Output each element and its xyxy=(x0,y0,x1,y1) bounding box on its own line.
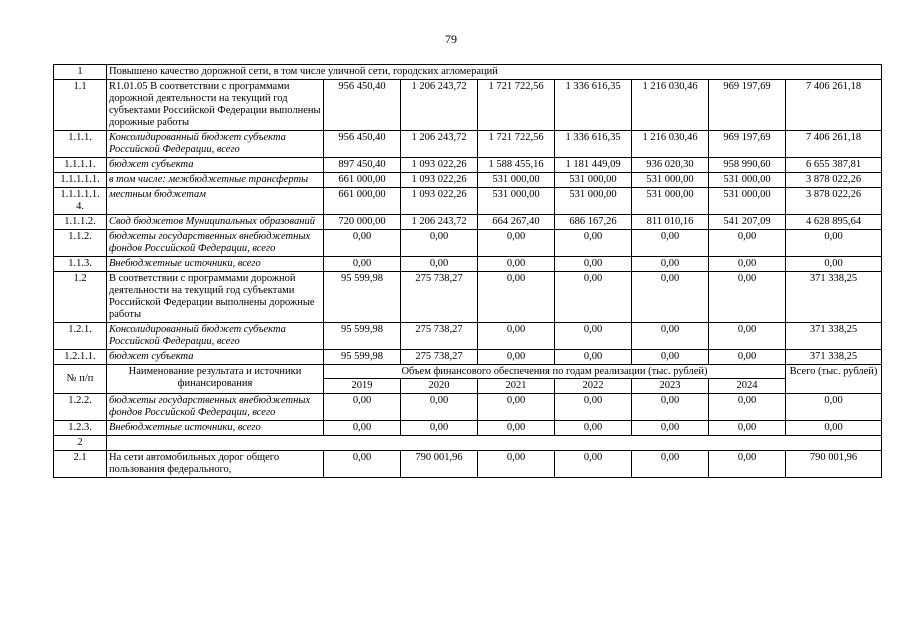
row-year-value: 0,00 xyxy=(632,421,709,436)
table-row xyxy=(54,173,882,188)
row-name: Консолидированный бюджет субъекта Российской Федерации, всего xyxy=(107,131,324,158)
row-year-value: 1 721 722,56 xyxy=(478,80,555,131)
row-number: 2.1 xyxy=(54,451,107,478)
row-total-value: 371 338,25 xyxy=(786,272,882,323)
row-year-value: 0,00 xyxy=(478,272,555,323)
row-year-value: 686 167,26 xyxy=(555,215,632,230)
row-year-value: 0,00 xyxy=(709,394,786,421)
row-year-value: 0,00 xyxy=(632,323,709,350)
section-title: Повышено качество дорожной сети, в том числе уличной сети, городских агломераций xyxy=(107,65,882,80)
table-row xyxy=(54,323,882,350)
section-row xyxy=(54,65,882,80)
row-total-value: 0,00 xyxy=(786,257,882,272)
row-year-value: 531 000,00 xyxy=(555,173,632,188)
row-total-value: 7 406 261,18 xyxy=(786,131,882,158)
row-year-value: 0,00 xyxy=(709,323,786,350)
row-year-value: 0,00 xyxy=(632,394,709,421)
table-row xyxy=(54,394,882,421)
page-number: 79 xyxy=(445,32,457,46)
table-row xyxy=(54,158,882,173)
row-year-value: 0,00 xyxy=(632,230,709,257)
row-number: 1.2.3. xyxy=(54,421,107,436)
row-year-value: 811 010,16 xyxy=(632,215,709,230)
row-year-value: 661 000,00 xyxy=(324,173,401,188)
row-number: 1.2 xyxy=(54,272,107,323)
header-volume: Объем финансового обеспечения по годам реализации (тыс. рублей) xyxy=(324,365,786,379)
row-name: в том числе: межбюджетные трансферты xyxy=(107,173,324,188)
row-year-value: 0,00 xyxy=(324,230,401,257)
row-name: бюджет субъекта xyxy=(107,158,324,173)
row-year-value: 0,00 xyxy=(324,394,401,421)
row-year-value: 956 450,40 xyxy=(324,131,401,158)
row-year-value: 936 020,30 xyxy=(632,158,709,173)
header-year: 2021 xyxy=(478,379,555,394)
row-number: 1.2.1. xyxy=(54,323,107,350)
header-year: 2022 xyxy=(555,379,632,394)
row-year-value: 0,00 xyxy=(632,451,709,478)
row-year-value: 0,00 xyxy=(555,451,632,478)
row-year-value: 0,00 xyxy=(709,272,786,323)
row-year-value: 1 093 022,26 xyxy=(401,188,478,215)
row-year-value: 531 000,00 xyxy=(555,188,632,215)
row-year-value: 0,00 xyxy=(324,257,401,272)
row-year-value: 275 738,27 xyxy=(401,323,478,350)
row-number: 1.1.1.1.1. 4. xyxy=(54,188,107,215)
row-name: В соответствии с программами дорожной деятельности на текущий год субъектами Российской Федерации выполнены дорожные работы xyxy=(107,272,324,323)
row-total-value: 0,00 xyxy=(786,421,882,436)
row-year-value: 0,00 xyxy=(632,257,709,272)
row-year-value: 720 000,00 xyxy=(324,215,401,230)
row-year-value: 0,00 xyxy=(709,421,786,436)
row-total-value: 371 338,25 xyxy=(786,323,882,350)
row-year-value: 956 450,40 xyxy=(324,80,401,131)
row-total-value: 0,00 xyxy=(786,394,882,421)
row-year-value: 0,00 xyxy=(709,257,786,272)
row-year-value: 0,00 xyxy=(478,421,555,436)
table-row xyxy=(54,188,882,215)
row-number: 1.1.1.1. xyxy=(54,158,107,173)
row-year-value: 531 000,00 xyxy=(632,188,709,215)
row-number: 1.1 xyxy=(54,80,107,131)
header-year: 2019 xyxy=(324,379,401,394)
row-total-value: 3 878 022,26 xyxy=(786,173,882,188)
row-year-value: 531 000,00 xyxy=(632,173,709,188)
row-year-value: 0,00 xyxy=(478,230,555,257)
row-name: R1.01.05 В соответствии с программами дорожной деятельности на текущий год субъектами Российской Федерации выполнены дорожные работы xyxy=(107,80,324,131)
row-year-value: 958 990,60 xyxy=(709,158,786,173)
section-title xyxy=(107,436,882,451)
row-year-value: 0,00 xyxy=(555,323,632,350)
financing-table xyxy=(53,64,882,478)
row-year-value: 0,00 xyxy=(709,350,786,365)
row-year-value: 0,00 xyxy=(401,421,478,436)
section-row xyxy=(54,436,882,451)
row-year-value: 1 216 030,46 xyxy=(632,131,709,158)
row-name: бюджеты государственных внебюджетных фондов Российской Федерации, всего xyxy=(107,394,324,421)
row-year-value: 0,00 xyxy=(324,421,401,436)
row-total-value: 371 338,25 xyxy=(786,350,882,365)
row-year-value: 1 181 449,09 xyxy=(555,158,632,173)
table-row xyxy=(54,272,882,323)
row-year-value: 1 093 022,26 xyxy=(401,158,478,173)
row-number: 1.1.1. xyxy=(54,131,107,158)
table-row xyxy=(54,131,882,158)
row-number: 1.1.2. xyxy=(54,230,107,257)
row-year-value: 1 206 243,72 xyxy=(401,131,478,158)
row-year-value: 0,00 xyxy=(632,272,709,323)
row-total-value: 7 406 261,18 xyxy=(786,80,882,131)
row-year-value: 531 000,00 xyxy=(478,188,555,215)
row-year-value: 0,00 xyxy=(324,451,401,478)
table-row xyxy=(54,230,882,257)
row-year-value: 0,00 xyxy=(555,394,632,421)
row-total-value: 6 655 387,81 xyxy=(786,158,882,173)
row-year-value: 0,00 xyxy=(478,451,555,478)
row-name: Свод бюджетов Муниципальных образований xyxy=(107,215,324,230)
table-row xyxy=(54,80,882,131)
row-year-value: 1 721 722,56 xyxy=(478,131,555,158)
row-year-value: 0,00 xyxy=(478,350,555,365)
row-year-value: 0,00 xyxy=(555,230,632,257)
row-name: На сети автомобильных дорог общего пользования федерального, xyxy=(107,451,324,478)
row-year-value: 0,00 xyxy=(401,257,478,272)
row-year-value: 0,00 xyxy=(401,394,478,421)
row-name: Внебюджетные источники, всего xyxy=(107,421,324,436)
row-year-value: 275 738,27 xyxy=(401,350,478,365)
row-name: Консолидированный бюджет субъекта Российской Федерации, всего xyxy=(107,323,324,350)
row-year-value: 0,00 xyxy=(555,257,632,272)
row-year-value: 0,00 xyxy=(555,421,632,436)
row-number: 1.1.3. xyxy=(54,257,107,272)
header-year: 2020 xyxy=(401,379,478,394)
row-year-value: 0,00 xyxy=(555,350,632,365)
row-year-value: 275 738,27 xyxy=(401,272,478,323)
row-year-value: 1 336 616,35 xyxy=(555,80,632,131)
header-total: Всего (тыс. рублей) xyxy=(786,365,882,394)
row-year-value: 1 216 030,46 xyxy=(632,80,709,131)
header-year: 2023 xyxy=(632,379,709,394)
row-year-value: 0,00 xyxy=(709,451,786,478)
row-year-value: 969 197,69 xyxy=(709,131,786,158)
row-name: бюджеты государственных внебюджетных фондов Российской Федерации, всего xyxy=(107,230,324,257)
row-year-value: 0,00 xyxy=(478,394,555,421)
row-name: бюджет субъекта xyxy=(107,350,324,365)
table-row xyxy=(54,257,882,272)
row-year-value: 0,00 xyxy=(632,350,709,365)
row-year-value: 531 000,00 xyxy=(709,173,786,188)
table-row xyxy=(54,350,882,365)
row-number: 1.1.1.2. xyxy=(54,215,107,230)
row-year-value: 1 588 455,16 xyxy=(478,158,555,173)
row-name: Внебюджетные источники, всего xyxy=(107,257,324,272)
table-header-row xyxy=(54,365,882,379)
row-total-value: 3 878 022,26 xyxy=(786,188,882,215)
table-row xyxy=(54,421,882,436)
row-year-value: 0,00 xyxy=(478,323,555,350)
row-total-value: 0,00 xyxy=(786,230,882,257)
row-year-value: 664 267,40 xyxy=(478,215,555,230)
row-year-value: 541 207,09 xyxy=(709,215,786,230)
row-number: 1.2.1.1. xyxy=(54,350,107,365)
row-year-value: 95 599,98 xyxy=(324,323,401,350)
row-year-value: 0,00 xyxy=(478,257,555,272)
row-year-value: 1 336 616,35 xyxy=(555,131,632,158)
row-year-value: 0,00 xyxy=(709,230,786,257)
row-year-value: 897 450,40 xyxy=(324,158,401,173)
row-year-value: 95 599,98 xyxy=(324,350,401,365)
row-number: 1.2.2. xyxy=(54,394,107,421)
header-name: Наименование результата и источники финансирования xyxy=(107,365,324,394)
row-year-value: 1 206 243,72 xyxy=(401,80,478,131)
row-year-value: 661 000,00 xyxy=(324,188,401,215)
row-name: местным бюджетам xyxy=(107,188,324,215)
row-year-value: 1 206 243,72 xyxy=(401,215,478,230)
row-year-value: 95 599,98 xyxy=(324,272,401,323)
row-number: 1.1.1.1.1. xyxy=(54,173,107,188)
row-year-value: 790 001,96 xyxy=(401,451,478,478)
row-total-value: 790 001,96 xyxy=(786,451,882,478)
row-year-value: 1 093 022,26 xyxy=(401,173,478,188)
row-year-value: 0,00 xyxy=(555,272,632,323)
row-year-value: 531 000,00 xyxy=(478,173,555,188)
row-year-value: 0,00 xyxy=(401,230,478,257)
header-year: 2024 xyxy=(709,379,786,394)
row-year-value: 531 000,00 xyxy=(709,188,786,215)
table-row xyxy=(54,215,882,230)
table-row xyxy=(54,451,882,478)
section-number: 2 xyxy=(54,436,107,451)
section-number: 1 xyxy=(54,65,107,80)
row-total-value: 4 628 895,64 xyxy=(786,215,882,230)
header-number: № п/п xyxy=(54,365,107,394)
row-year-value: 969 197,69 xyxy=(709,80,786,131)
